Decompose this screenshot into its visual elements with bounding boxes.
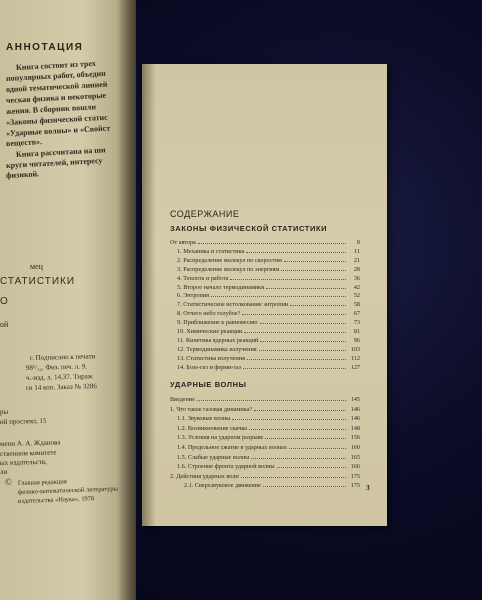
- toc-entry: [177, 256, 360, 265]
- toc-entry-page: 58: [353, 301, 360, 309]
- toc-entry: [170, 472, 360, 481]
- toc-leader-dots: [232, 419, 346, 420]
- toc-entry: [177, 309, 360, 318]
- toc-leader-dots: [243, 368, 346, 369]
- toc-entry: [177, 363, 360, 372]
- toc-entry: [177, 424, 360, 433]
- toc-leader-dots: [260, 323, 347, 324]
- toc-leader-dots: [251, 458, 346, 459]
- fragment-text: О: [0, 296, 9, 307]
- toc-leader-dots: [281, 270, 346, 271]
- toc-leader-dots: [266, 288, 346, 289]
- imprint-line: 98¹/₃₂. Физ. печ. л. 9.: [25, 362, 88, 372]
- toc-leader-dots: [242, 314, 346, 315]
- toc-entry-title: 1.4. Предельное сжатие в ударных волнах: [177, 444, 287, 451]
- annotation-line: жения. В сборник вошли: [5, 102, 97, 116]
- toc-entry-page: 21: [353, 256, 360, 264]
- annotation-line: физикой.: [5, 169, 40, 180]
- toc-entry-title: 2.1. Сверхзвуковое движение: [184, 482, 261, 490]
- fragment-text: ой: [0, 320, 9, 329]
- toc-entry-page: 146: [350, 415, 360, 423]
- annotation-line: «Ударные волны» и «Свойст: [5, 123, 111, 138]
- toc-entry-page: 175: [350, 482, 360, 490]
- right-page: [142, 64, 387, 526]
- toc-entry-page: 112: [350, 354, 360, 362]
- address-line: ры: [0, 407, 9, 416]
- toc-entry: [170, 238, 360, 247]
- toc-entry-title: 1.1. Звуковые волны: [177, 415, 231, 423]
- toc-leader-dots: [241, 477, 346, 478]
- page-number: 3: [366, 483, 370, 492]
- annotation-line: веществ».: [5, 137, 43, 148]
- toc-leader-dots: [211, 296, 346, 297]
- publisher-line: издательства «Наука», 1978: [17, 495, 95, 505]
- toc-entry: [177, 247, 360, 256]
- fragment-text: мец: [30, 262, 43, 271]
- toc-heading: СОДЕРЖАНИЕ: [170, 209, 240, 219]
- toc-leader-dots: [247, 359, 346, 360]
- toc-leader-dots: [230, 279, 346, 280]
- annotation-line: Книга состоит из трех: [15, 58, 96, 72]
- toc-entry-title: 1.2. Возникновение скачка: [177, 424, 248, 432]
- section-title: ЗАКОНЫ ФИЗИЧЕСКОЙ СТАТИСТИКИ: [170, 224, 328, 233]
- toc-entry-title: 2. Действия ударных волн: [170, 472, 239, 480]
- toc-entry-title: 9. Приближение к равновесию: [177, 319, 258, 327]
- toc-entry-page: 9: [356, 239, 360, 246]
- toc-leader-dots: [259, 350, 346, 351]
- annotation-line: «Законы физической статис: [5, 112, 108, 127]
- toc-entry-title: 14. Бозе-газ и ферми-газ: [177, 363, 242, 371]
- toc-leader-dots: [289, 448, 346, 449]
- toc-entry: [177, 265, 360, 274]
- address-line: ий проспект, 15: [0, 416, 47, 426]
- toc-entry-page: 67: [353, 310, 360, 318]
- toc-entry-title: 1. Что такое газовая динамика?: [170, 405, 253, 413]
- annotation-line: круги читателей, интересу: [5, 155, 103, 170]
- toc-entry: [177, 283, 360, 292]
- toc-leader-dots: [254, 410, 346, 411]
- toc-entry: [177, 300, 360, 309]
- toc-leader-dots: [284, 261, 346, 262]
- toc-entry-title: 13. Статистика излучения: [177, 354, 245, 362]
- left-page: [0, 0, 136, 600]
- address-line: мени А. А. Жданова: [0, 438, 61, 448]
- copyright-icon: ©: [5, 477, 12, 487]
- toc-entry-page: 96: [353, 336, 360, 344]
- toc-entry: [177, 433, 360, 442]
- toc-leader-dots: [197, 400, 346, 401]
- toc-entry: [177, 336, 360, 345]
- toc-entry-title: Введение: [170, 396, 195, 403]
- toc-entry: [177, 327, 360, 336]
- publisher-line: Главная редакция: [17, 478, 67, 487]
- toc-leader-dots: [263, 486, 346, 487]
- toc-entry-page: 127: [350, 363, 360, 371]
- toc-entry: [177, 453, 360, 462]
- address-line: ственном комитете: [0, 448, 57, 458]
- toc-entry-page: 103: [350, 345, 360, 353]
- annotation-line: популярных работ, объедин: [5, 68, 106, 83]
- imprint-line: г. Подписано к печати: [29, 352, 96, 362]
- toc-entry-title: 7. Статистическое истолкование энтропии: [177, 301, 289, 309]
- toc-entry: [170, 405, 360, 414]
- toc-entry-title: 1. Механика и статистика: [177, 247, 245, 255]
- toc-entry-page: 165: [350, 453, 360, 461]
- toc-entry-page: 175: [350, 472, 360, 480]
- page-shadow: [118, 0, 136, 600]
- toc-entry-title: 5. Второе начало термодинамики: [177, 283, 265, 291]
- toc-entry: [184, 481, 360, 490]
- section-title: УДАРНЫЕ ВОЛНЫ: [170, 380, 247, 389]
- annotation-line: ческая физика и некоторые: [5, 90, 107, 105]
- toc-leader-dots: [244, 332, 346, 333]
- annotation-line: Книга рассчитана на ши: [15, 145, 106, 159]
- toc-leader-dots: [260, 341, 346, 342]
- toc-entry: [170, 395, 360, 404]
- toc-entry-title: От автора: [170, 239, 196, 246]
- toc-entry-page: 11: [354, 247, 360, 255]
- toc-entry-title: 1.5. Слабые ударные волны: [177, 453, 250, 461]
- toc-entry-page: 166: [350, 463, 360, 471]
- address-line: ли: [0, 467, 8, 476]
- toc-entry-title: 10. Химические реакции: [177, 328, 243, 335]
- imprint-line: ч.-изд. л. 14,37. Тираж: [25, 372, 93, 382]
- fragment-text: СТАТИСТИКИ: [0, 276, 76, 287]
- toc-entry-page: 36: [353, 274, 360, 282]
- toc-entry-title: 3. Распределение молекул по энергиям: [177, 265, 280, 273]
- toc-entry-title: 2. Распределение молекул по скоростям: [177, 256, 282, 264]
- toc-entry-title: 1.6. Строение фронта ударной волны: [177, 463, 275, 471]
- annotation-line: одной тематической линией: [5, 79, 108, 94]
- toc-leader-dots: [290, 305, 346, 306]
- toc-entry: [177, 291, 360, 300]
- toc-entry: [177, 354, 360, 363]
- imprint-line: ги 14 коп. Заказ № 3286: [25, 382, 97, 392]
- toc-entry-title: 4. Теплота и работа: [177, 274, 229, 282]
- toc-entry-page: 160: [350, 444, 360, 451]
- toc-entry-page: 28: [353, 265, 360, 273]
- toc-entry-page: 145: [350, 396, 360, 403]
- annotation-title: АННОТАЦИЯ: [6, 42, 84, 53]
- toc-leader-dots: [265, 438, 346, 439]
- toc-leader-dots: [198, 243, 346, 244]
- toc-entry: [177, 318, 360, 327]
- toc-entry-page: 146: [350, 405, 360, 413]
- toc-entry-page: 81: [353, 328, 360, 335]
- toc-entry-page: 42: [353, 283, 360, 291]
- page-gutter: [142, 64, 156, 526]
- toc-entry-title: 8. Отчего небо голубое?: [177, 310, 241, 318]
- toc-entry-page: 156: [350, 434, 360, 442]
- toc-entry: [177, 274, 360, 283]
- toc-entry-title: 12. Термодинамика излучения: [177, 345, 257, 353]
- toc-leader-dots: [277, 467, 346, 468]
- toc-leader-dots: [246, 252, 346, 253]
- toc-leader-dots: [249, 429, 346, 430]
- toc-entry-page: 52: [353, 292, 360, 300]
- toc-entry-page: 148: [350, 424, 360, 432]
- toc-entry-title: 1.3. Условия на ударном разрыве: [177, 434, 264, 442]
- toc-entry-page: 73: [353, 319, 360, 327]
- toc-entry-title: 6. Энтропия: [177, 292, 210, 300]
- toc-entry: [177, 414, 360, 423]
- address-line: ых издательств,: [0, 457, 47, 467]
- publisher-line: физико-математической литературы: [17, 485, 119, 496]
- toc-entry: [177, 462, 360, 471]
- toc-entry: [177, 345, 360, 354]
- toc-entry: [177, 443, 360, 452]
- toc-entry-title: 11. Кинетика ядерных реакций: [177, 336, 259, 344]
